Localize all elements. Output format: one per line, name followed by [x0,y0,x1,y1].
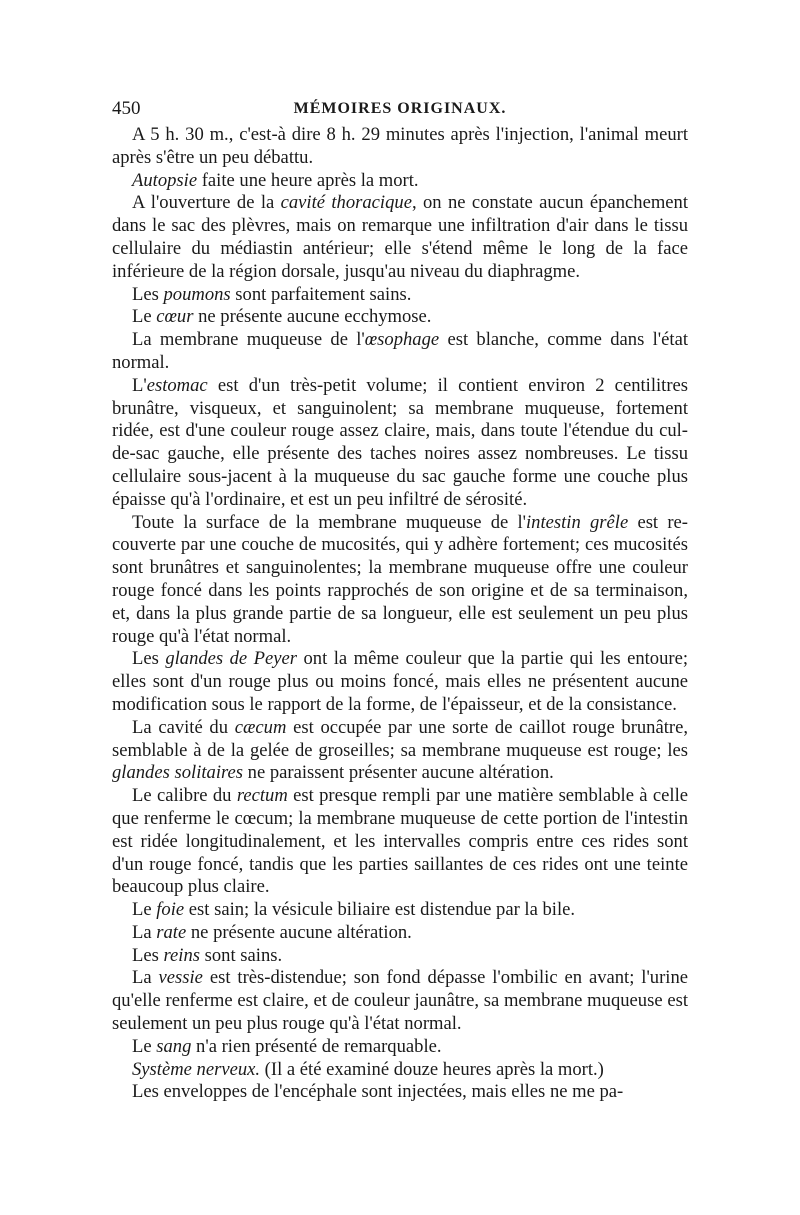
italic-term: glandes de Peyer [165,648,298,670]
running-title: MÉMOIRES ORIGINAUX. [293,100,507,117]
text-run: ne présente aucune ecchymose. [193,306,432,328]
text-run: ne présente aucune altération. [186,921,412,943]
text-run: , on ne constate aucun épanchement dans le sac des plèvres, mais on remarque une infiltration d'air dans le tissu cellulaire du médiastin antérieur; elle s'étend même le long de la face inférieure de la région dorsale, jusqu'au niveau du diaphragme. [112,192,689,282]
paragraph [112,1059,688,1082]
paragraph [112,785,688,899]
text-run: ont la même couleur que la partie qui les entoure; elles sont d'un rouge plus ou moins foncé, mais elles ne présentent aucune modification sous le rapport de la forme, de l'épaisseur, et de la consistance. [112,648,688,715]
text-run: Toute la surface de la membrane muqueuse de l' [132,511,526,533]
italic-term: estomac [146,374,208,396]
text-run: est recouverte par une couche de mucosités, qui y adhère fortement; ces mucosités sont brunâtres et sanguinolentes; la membrane muqueuse offre une couleur rouge foncé dans les points rapprochés de son origine et de sa terminaison, et, dans la plus grande partie de sa longueur, elle est seulement un peu plus rouge qu'à l'état normal. [112,511,688,647]
text-run: ne paraissent présenter aucune altération. [243,762,554,784]
text-run: est très-distendue; son fond dépasse l'ombilic en avant; l'urine qu'elle renferme est claire, et de couleur jaunâtre, sa membrane muqueuse est seulement un peu plus rouge qu'à l'état normal. [112,967,689,1035]
text-run: Les [132,944,164,966]
italic-term: sang [156,1035,192,1057]
italic-term: vessie [158,967,203,989]
paragraph [112,1036,688,1059]
text-run: Le calibre du [132,785,237,807]
paragraph [112,945,688,968]
italic-term: Système nerveux. [132,1058,261,1080]
text-run: La [132,921,157,943]
text-run: A l'ouverture de la [132,192,281,214]
italic-term: cæcum [234,716,287,738]
italic-term: rectum [236,785,288,807]
italic-term: Autopsie [132,169,198,191]
paragraph [112,512,688,649]
text-run: est occupée par une sorte de caillot rouge brunâtre, semblable à de la gelée de groseilles; sa membrane muqueuse est rouge; les [112,716,688,761]
text-run: L' [132,374,147,396]
paragraph [112,124,688,170]
paragraph [112,192,688,283]
italic-term: intestin grêle [526,511,629,533]
text-run: sont parfaitement sains. [230,283,412,305]
paragraph [112,922,688,945]
paragraph [112,306,688,329]
page-body [112,124,688,1104]
text-run: La [132,967,159,989]
italic-term: glandes solitaires [112,762,244,784]
text-run: La membrane muqueuse de l' [132,329,365,351]
italic-term: poumons [163,283,231,305]
paragraph [112,1081,688,1104]
text-run: Les [132,648,166,670]
text-run: est presque rempli par une matière semblable à celle que renferme le cœcum; la membrane muqueuse de cette portion de l'intestin est ridée longitudinalement, et les intervalles compris entre ces rides sont d'un rouge foncé, tandis que les parties saillantes de ces rides ont une teinte beaucoup plus claire. [112,785,688,898]
paragraph [112,329,688,375]
italic-term: cavité thoracique [280,192,412,214]
paragraph [112,899,688,922]
text-run: Le [132,1035,157,1057]
paragraph [112,375,688,512]
paragraph [112,717,688,785]
text-run: n'a rien présenté de remarquable. [191,1035,442,1057]
paragraph [112,284,688,307]
italic-term: œsophage [364,329,440,351]
italic-term: rate [156,921,187,943]
text-run: est sain; la vésicule biliaire est distendue par la bile. [184,899,576,921]
text-run: Les [132,283,164,305]
text-run: A 5 h. 30 m., c'est-à dire 8 h. 29 minutes après l'injection, l'animal meurt après s'être un peu débattu. [112,124,688,168]
paragraph [112,648,688,716]
paragraph [112,967,688,1035]
text-run: Le [132,899,157,921]
text-run: (Il a été examiné douze heures après la mort.) [260,1058,604,1080]
text-run: sont sains. [200,944,283,966]
paragraph [112,170,688,193]
text-run: est d'un très-petit volume; il contient environ 2 centilitres brunâtre, visqueux, et sanguinolent; sa membrane muqueuse, fortement ridée, est d'une couleur rouge assez claire, mais, dans toute l'étendue du cul-de-sac gauche, elle présente des taches noires assez nombreuses. Le tissu cellulaire sous-jacent à la muqueuse du sac gauche forme une couche plus épaisse qu'à l'ordinaire, et est un peu infiltré de sérosité. [112,374,688,510]
italic-term: reins [163,944,200,966]
text-run: Le [132,306,157,328]
text-run: La cavité du [132,716,235,738]
text-run: Les enveloppes de l'encéphale sont injectées, mais elles ne me pa- [132,1081,624,1103]
italic-term: foie [156,899,185,921]
page-number: 450 [112,98,141,119]
page-header [112,96,688,122]
text-run: faite une heure après la mort. [197,169,419,191]
italic-term: cœur [156,306,194,328]
text-run: est blanche, comme dans l'état normal. [112,329,688,373]
